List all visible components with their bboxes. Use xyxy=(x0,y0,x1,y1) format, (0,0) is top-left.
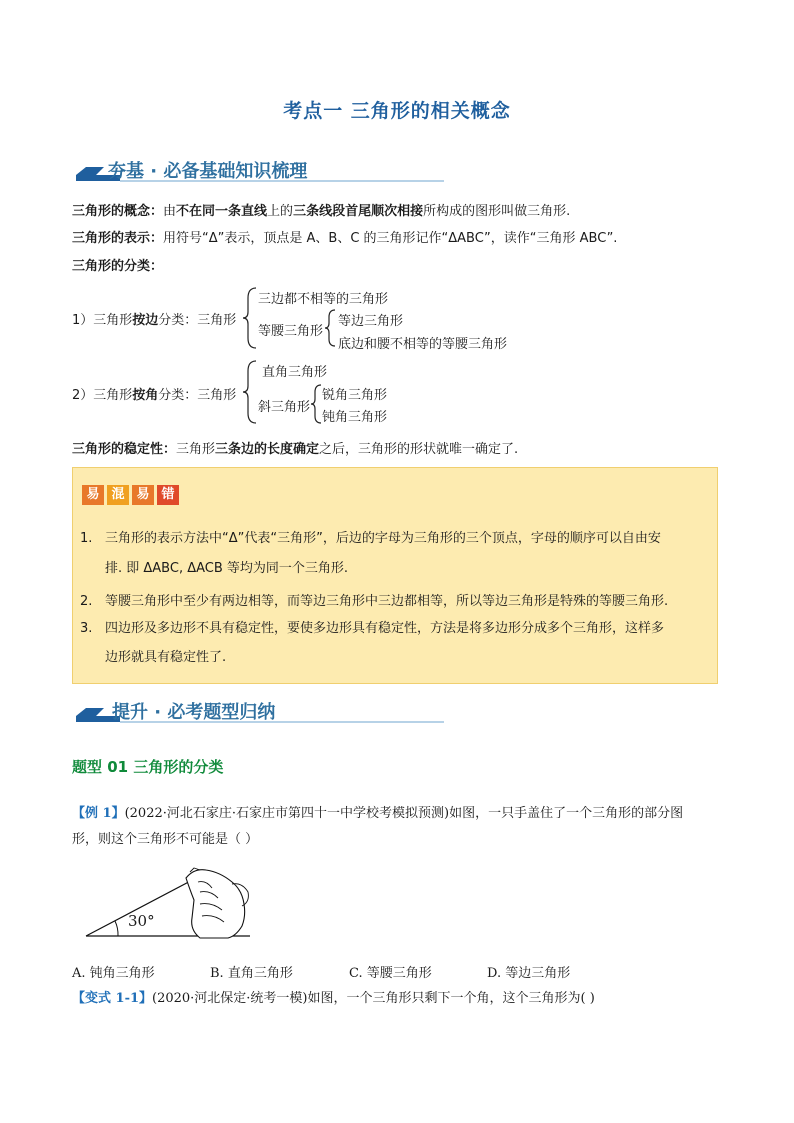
concept-bold: 不在同一条直线 xyxy=(176,204,268,219)
example-source: (2022·河北石家庄·石家庄市第四十一中学校考模拟预测) xyxy=(124,806,450,821)
classify-label xyxy=(72,258,163,276)
option-key: D. xyxy=(487,966,502,981)
concept-label: 三角形的概念： xyxy=(72,204,164,219)
by-side-prefix: 1）三角形 xyxy=(72,313,133,328)
option-b[interactable] xyxy=(210,962,293,981)
stability-text: 三角形 xyxy=(176,442,216,457)
classify-label-text: 三角形的分类： xyxy=(72,259,164,274)
classify-by-angle xyxy=(72,384,236,403)
section-title-basics: 夯基 · 必备基础知识梳理 xyxy=(108,161,308,182)
by-angle-bold: 按角 xyxy=(132,388,159,403)
confusion-tags xyxy=(82,485,179,505)
by-angle-sub2: 钝角三角形 xyxy=(322,410,388,425)
option-key: B. xyxy=(210,966,224,981)
note-item-line: 四边形及多边形不具有稳定性，要使多边形具有稳定性，方法是将多边形分成多个三角形，这样多 xyxy=(105,621,665,636)
option-a[interactable] xyxy=(72,962,155,981)
example-1-line1 xyxy=(72,805,683,823)
tag-char: 易 xyxy=(82,485,104,505)
note-item-number: 1. xyxy=(80,531,93,546)
note-item-line: 三角形的表示方法中“Δ”代表“三角形”，后边的字母为三角形的三个顶点，字母的顺序可以自由安 xyxy=(105,531,661,546)
variant-source: (2020·河北保定·统考一模) xyxy=(152,991,308,1006)
by-side-suffix: 分类：三角形 xyxy=(158,313,237,328)
stability-label: 三角形的稳定性： xyxy=(72,442,177,457)
section-title-improve: 提升 · 必考题型归纳 xyxy=(112,702,276,723)
variant-1-1 xyxy=(72,990,595,1008)
option-text: 等边三角形 xyxy=(505,966,571,981)
concept-bold: 三条线段首尾顺次相接 xyxy=(293,204,424,219)
stability-bold: 三条边的长度确定 xyxy=(215,442,320,457)
concept-text: 所构成的图形叫做三角形. xyxy=(423,204,571,219)
variant-text: 如图，一个三角形只剩下一个角，这个三角形为( ) xyxy=(307,991,595,1006)
note-item-line: 边形就具有稳定性了. xyxy=(105,650,227,665)
notation-paragraph xyxy=(72,230,617,248)
stability-paragraph xyxy=(72,441,518,459)
option-c[interactable] xyxy=(349,962,432,981)
concept-paragraph xyxy=(72,203,570,221)
stability-text: 之后，三角形的形状就唯一确定了. xyxy=(319,442,519,457)
option-text: 钝角三角形 xyxy=(89,966,155,981)
tag-char: 错 xyxy=(157,485,179,505)
triangle-hand-figure xyxy=(82,860,257,945)
option-key: A. xyxy=(72,966,86,981)
example-tag: 【例 1】 xyxy=(72,806,125,821)
tag-char: 易 xyxy=(132,485,154,505)
concept-text: 上的 xyxy=(267,204,294,219)
example-1-line2: 形，则这个三角形不可能是（ ） xyxy=(72,832,259,847)
note-item-line: 等腰三角形中至少有两边相等，而等边三角形中三边都相等，所以等边三角形是特殊的等腰三角形. xyxy=(105,594,669,609)
option-text: 等腰三角形 xyxy=(366,966,432,981)
by-angle-item1: 直角三角形 xyxy=(262,365,328,380)
angle-label: 30° xyxy=(128,912,155,930)
note-item-number: 3. xyxy=(80,621,93,636)
brace-icon xyxy=(324,308,338,348)
classify-by-side xyxy=(72,309,236,328)
by-side-item1: 三边都不相等的三角形 xyxy=(258,292,389,307)
option-key: C. xyxy=(349,966,363,981)
tag-char: 混 xyxy=(107,485,129,505)
by-side-bold: 按边 xyxy=(132,313,159,328)
example-text: 如图，一只手盖住了一个三角形的部分图 xyxy=(449,806,684,821)
by-side-item2: 等腰三角形 xyxy=(258,324,324,339)
concept-text: 由 xyxy=(163,204,177,219)
notation-label: 三角形的表示： xyxy=(72,231,164,246)
by-side-sub2: 底边和腰不相等的等腰三角形 xyxy=(338,337,508,352)
by-angle-suffix: 分类：三角形 xyxy=(158,388,237,403)
by-angle-prefix: 2）三角形 xyxy=(72,388,133,403)
variant-tag: 【变式 1-1】 xyxy=(72,991,153,1006)
brace-icon xyxy=(242,359,262,425)
option-d[interactable] xyxy=(487,962,570,981)
by-angle-sub1: 锐角三角形 xyxy=(322,388,388,403)
by-side-sub1: 等边三角形 xyxy=(338,314,404,329)
note-item-number: 2. xyxy=(80,594,93,609)
notation-text: 用符号“Δ”表示，顶点是 A、B、C 的三角形记作“ΔABC”，读作“三角形 ABC”. xyxy=(163,231,618,246)
note-item-line: 排. 即 ΔABC, ΔACB 等均为同一个三角形. xyxy=(105,561,349,576)
option-text: 直角三角形 xyxy=(227,966,293,981)
by-angle-item2: 斜三角形 xyxy=(258,400,311,415)
page-title: 考点一 三角形的相关概念 xyxy=(283,100,511,122)
question-type-heading: 题型 01 三角形的分类 xyxy=(72,758,224,776)
